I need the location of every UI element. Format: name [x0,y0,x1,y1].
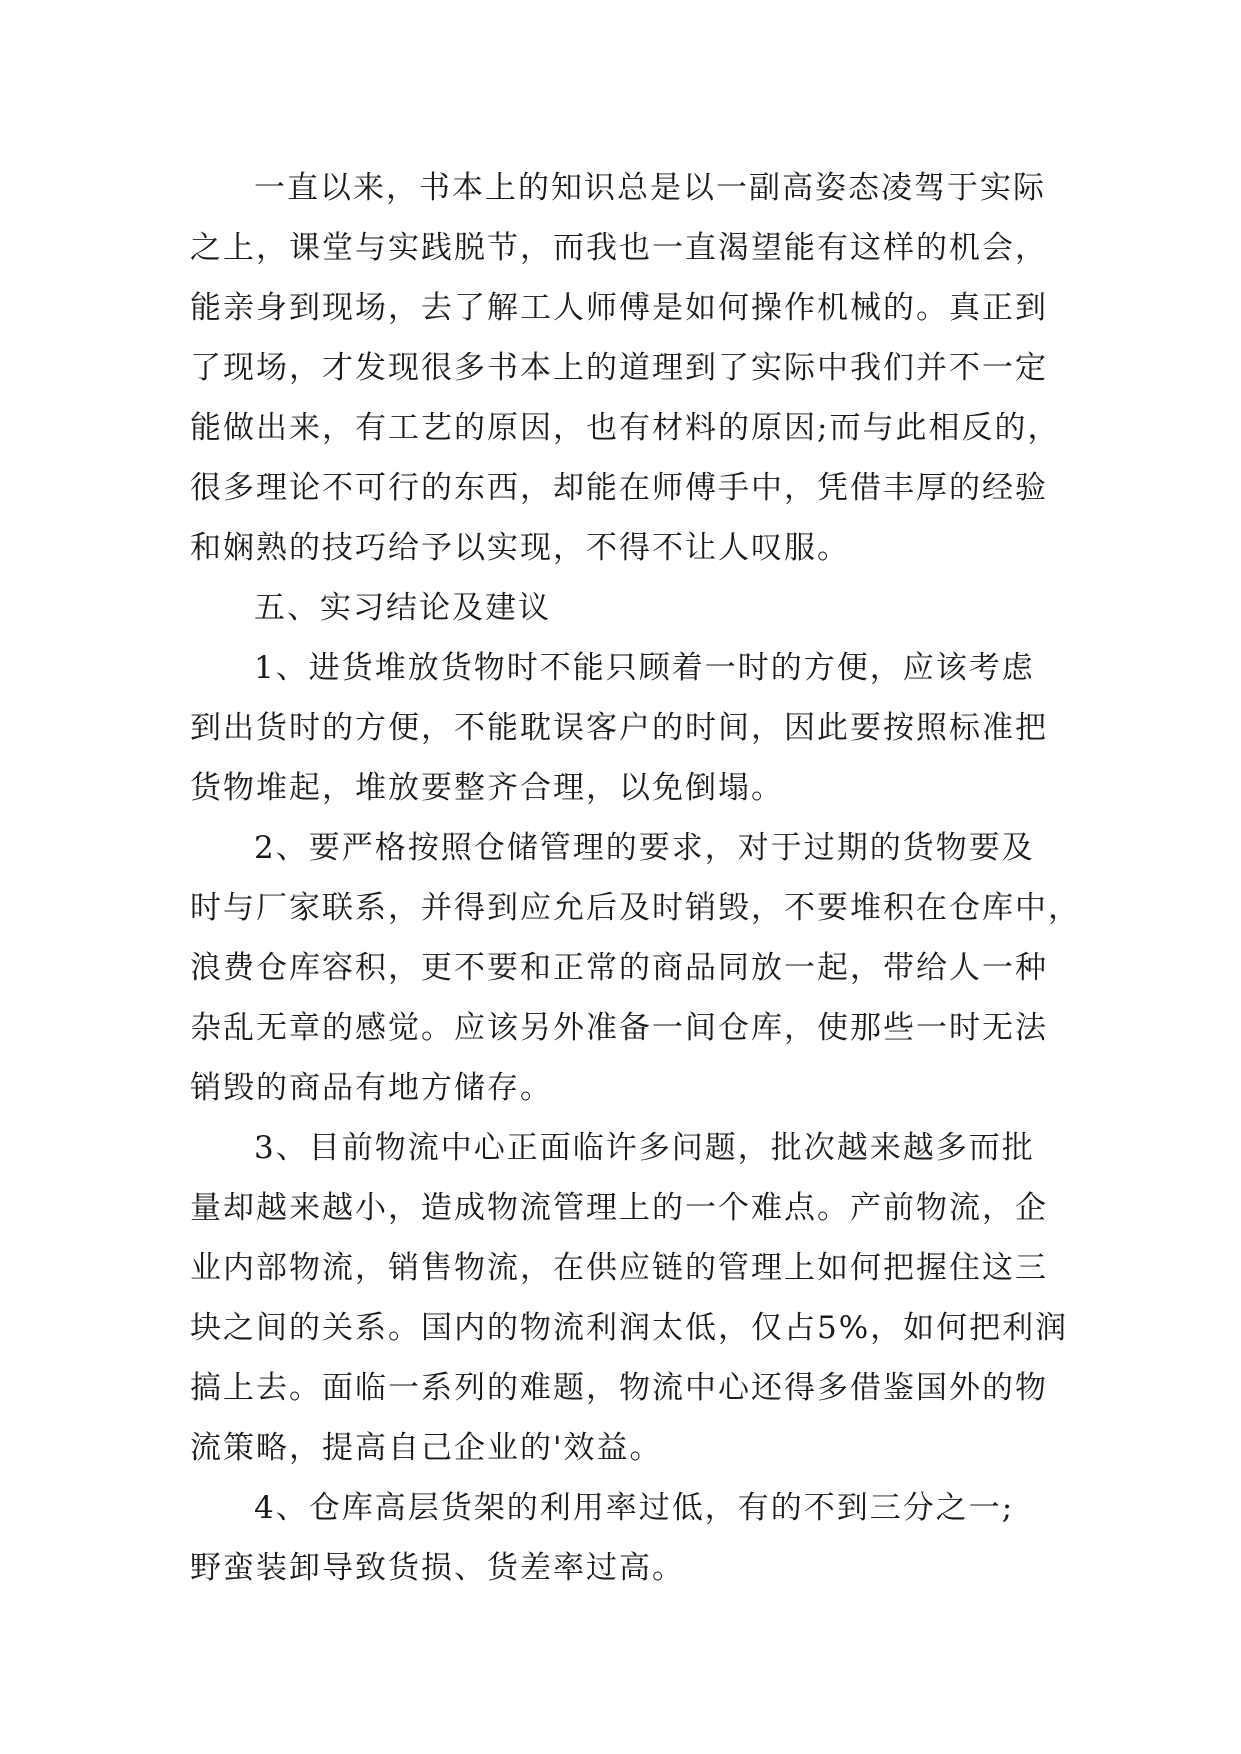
text-line: 一直以来，书本上的知识总是以一副高姿态凌驾于实际 [254,170,1046,206]
text-line: 能亲身到现场，去了解工人师傅是如何操作机械的。真正到 [190,290,1048,326]
text-line: 到出货时的方便，不能耽误客户的时间，因此要按照标准把 [190,710,1048,746]
paragraph-item-1 [190,638,1055,818]
text-line: 野蛮装卸导致货损、货差率过高。 [190,1550,685,1586]
text-line: 和娴熟的技巧给予以实现，不得不让人叹服。 [190,530,850,566]
text-line: 流策略，提高自己企业的'效益。 [190,1430,663,1466]
paragraph-item-4 [190,1478,1055,1598]
paragraph-item-3 [190,1118,1069,1478]
text-line: 了现场，才发现很多书本上的道理到了实际中我们并不一定 [190,350,1048,386]
text-line: 搞上去。面临一系列的难题，物流中心还得多借鉴国外的物 [190,1370,1048,1406]
text-line: 3、目前物流中心正面临许多问题，批次越来越多而批 [254,1130,1035,1166]
text-line: 块之间的关系。国内的物流利润太低，仅占5%，如何把利润 [190,1310,1069,1346]
heading-text: 五、实习结论及建议 [254,590,551,626]
text-line: 销毁的商品有地方储存。 [190,1070,553,1106]
text-line: 时与厂家联系，并得到应允后及时销毁，不要堆积在仓库中， [190,890,1081,926]
text-line: 业内部物流，销售物流，在供应链的管理上如何把握住这三 [190,1250,1048,1286]
text-line: 量却越来越小，造成物流管理上的一个难点。产前物流，企 [190,1190,1048,1226]
text-line: 货物堆起，堆放要整齐合理，以免倒塌。 [190,770,784,806]
section-heading [190,578,1055,638]
document-body [190,158,1081,1598]
paragraph-item-2 [190,818,1081,1118]
text-line: 能做出来，有工艺的原因，也有材料的原因;而与此相反的， [190,410,1061,446]
text-line: 杂乱无章的感觉。应该另外准备一间仓库，使那些一时无法 [190,1010,1048,1046]
text-line: 浪费仓库容积，更不要和正常的商品同放一起，带给人一种 [190,950,1048,986]
paragraph-intro [190,158,1061,578]
text-line: 2、要严格按照仓储管理的要求，对于过期的货物要及 [254,830,1035,866]
text-line: 之上，课堂与实践脱节，而我也一直渴望能有这样的机会， [190,230,1048,266]
text-line: 很多理论不可行的东西，却能在师傅手中，凭借丰厚的经验 [190,470,1048,506]
text-line: 1、进货堆放货物时不能只顾着一时的方便，应该考虑 [254,650,1035,686]
text-line: 4、仓库高层货架的利用率过低，有的不到三分之一; [254,1490,1015,1526]
